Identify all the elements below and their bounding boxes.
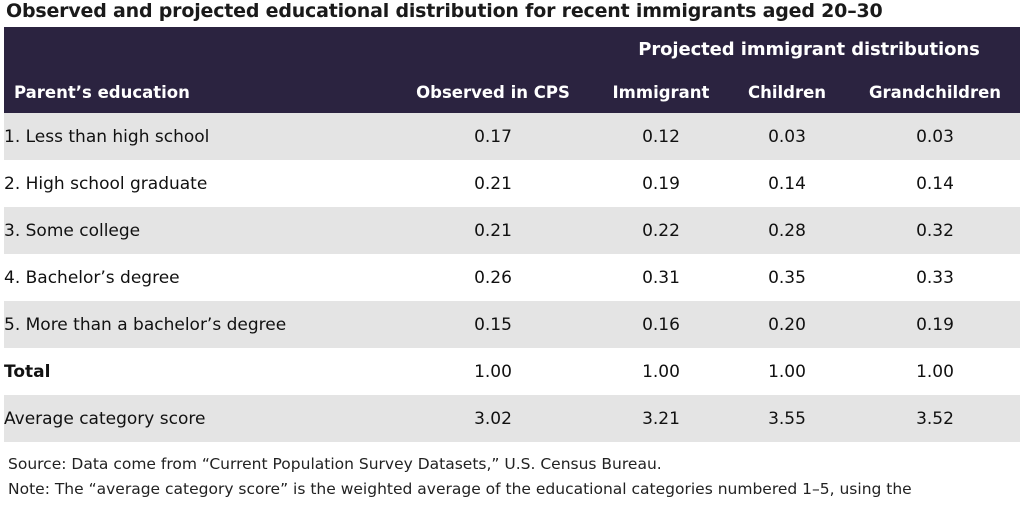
column-header-parents-education: Parent’s education [4, 71, 388, 113]
row-label: Average category score [4, 395, 388, 442]
cell-grandchildren: 0.14 [850, 160, 1020, 207]
table-row [4, 301, 1020, 348]
cell-observed: 3.02 [388, 395, 598, 442]
table-row [4, 254, 1020, 301]
cell-observed: 1.00 [388, 348, 598, 395]
explanatory-note: Note: The “average category score” is the weighted average of the educational categories numbered 1–5, using the [8, 480, 912, 498]
cell-immigrant: 0.16 [598, 301, 724, 348]
cell-observed: 0.21 [388, 160, 598, 207]
cell-immigrant: 0.22 [598, 207, 724, 254]
cell-grandchildren: 3.52 [850, 395, 1020, 442]
source-note: Source: Data come from “Current Population Survey Datasets,” U.S. Census Bureau. [8, 455, 662, 473]
cell-immigrant: 0.31 [598, 254, 724, 301]
table-group-header-row [4, 27, 1020, 71]
cell-children: 0.20 [724, 301, 850, 348]
table-notes [8, 452, 1020, 502]
cell-grandchildren: 0.32 [850, 207, 1020, 254]
row-label: 3. Some college [4, 207, 388, 254]
table-row [4, 207, 1020, 254]
row-label: 5. More than a bachelor’s degree [4, 301, 388, 348]
table-header-row [4, 71, 1020, 113]
row-label: Total [4, 348, 388, 395]
cell-grandchildren: 1.00 [850, 348, 1020, 395]
row-label: 2. High school graduate [4, 160, 388, 207]
cell-observed: 0.15 [388, 301, 598, 348]
cell-children: 3.55 [724, 395, 850, 442]
cell-children: 0.35 [724, 254, 850, 301]
table-row [4, 160, 1020, 207]
row-label: 1. Less than high school [4, 113, 388, 160]
cell-grandchildren: 0.19 [850, 301, 1020, 348]
group-header-blank-left [4, 27, 388, 71]
cell-immigrant: 3.21 [598, 395, 724, 442]
column-header-grandchildren: Grandchildren [850, 71, 1020, 113]
cell-children: 1.00 [724, 348, 850, 395]
column-header-children: Children [724, 71, 850, 113]
cell-grandchildren: 0.33 [850, 254, 1020, 301]
cell-observed: 0.17 [388, 113, 598, 160]
cell-observed: 0.26 [388, 254, 598, 301]
column-header-observed-cps: Observed in CPS [388, 71, 598, 113]
cell-grandchildren: 0.03 [850, 113, 1020, 160]
cell-children: 0.14 [724, 160, 850, 207]
column-header-immigrant: Immigrant [598, 71, 724, 113]
row-label: 4. Bachelor’s degree [4, 254, 388, 301]
figure-title: Observed and projected educational distribution for recent immigrants aged 20–30 [6, 0, 883, 22]
education-distribution-table [4, 27, 1020, 442]
cell-immigrant: 0.19 [598, 160, 724, 207]
table-row-average [4, 395, 1020, 442]
group-header-projected: Projected immigrant distributions [598, 27, 1020, 71]
cell-children: 0.03 [724, 113, 850, 160]
table-row-total [4, 348, 1020, 395]
cell-immigrant: 1.00 [598, 348, 724, 395]
cell-observed: 0.21 [388, 207, 598, 254]
table-row [4, 113, 1020, 160]
cell-immigrant: 0.12 [598, 113, 724, 160]
group-header-blank-mid [388, 27, 598, 71]
cell-children: 0.28 [724, 207, 850, 254]
